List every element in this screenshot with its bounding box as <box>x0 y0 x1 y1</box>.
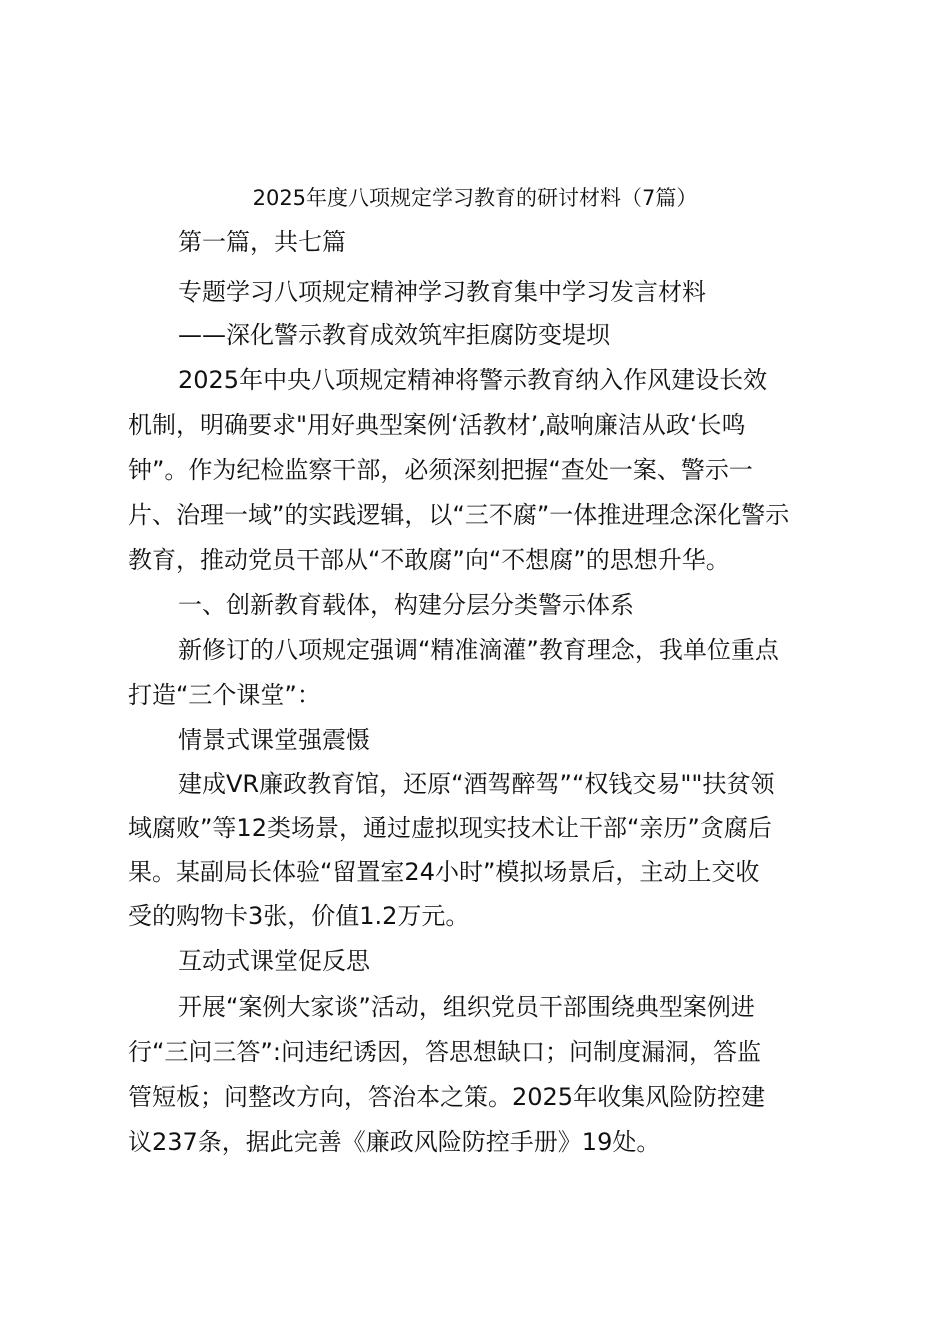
section-heading: 一、创新教育载体，构建分层分类警示体系 <box>178 591 634 619</box>
article-title: 专题学习八项规定精神学习教育集中学习发言材料 <box>178 278 706 306</box>
paragraph-line: 议237条，据此完善《廉政风险防控手册》19处。 <box>128 1128 661 1156</box>
subheading: 互动式课堂促反思 <box>178 947 370 975</box>
section-label: 第一篇，共七篇 <box>178 228 346 256</box>
paragraph-line: 新修订的八项规定强调“精准滴灌”教育理念，我单位重点 <box>178 636 779 664</box>
document-title: 2025年度八项规定学习教育的研讨材料（7篇） <box>252 186 698 210</box>
paragraph-line: 域腐败”等12类场景，通过虚拟现实技术让干部“亲历”贪腐后 <box>128 814 772 842</box>
paragraph-line: 打造“三个课堂”： <box>128 681 321 709</box>
paragraph-line: 2025年中央八项规定精神将警示教育纳入作风建设长效 <box>178 366 768 394</box>
paragraph-line: 管短板；问整改方向，答治本之策。2025年收集风险防控建 <box>128 1083 766 1111</box>
paragraph-line: 果。某副局长体验“留置室24小时”模拟场景后，主动上交收 <box>128 858 760 886</box>
paragraph-line: 受的购物卡3张，价值1.2万元。 <box>128 902 470 930</box>
paragraph-line: 行“三问三答”:问违纪诱因，答思想缺口；问制度漏洞，答监 <box>128 1038 761 1066</box>
paragraph-line: 开展“案例大家谈”活动，组织党员干部围绕典型案例进 <box>178 993 755 1021</box>
subheading: 情景式课堂强震慑 <box>178 726 370 754</box>
paragraph-line: 钟”。作为纪检监察干部，必须深刻把握“查处一案、警示一 <box>128 456 753 484</box>
paragraph-line: 建成VR廉政教育馆，还原“酒驾醉驾”“权钱交易""扶贫领 <box>178 770 775 798</box>
paragraph-line: 片、治理一域”的实践逻辑，以“三不腐”一体推进理念深化警示 <box>128 501 790 529</box>
paragraph-line: 机制，明确要求"用好典型案例‘活教材’,敲响廉洁从政‘长鸣 <box>128 411 746 439</box>
paragraph-line: 教育，推动党员干部从“不敢腐”向“不想腐”的思想升华。 <box>128 546 730 574</box>
article-subtitle: ——深化警示教育成效筑牢拒腐防变堤坝 <box>178 321 610 349</box>
